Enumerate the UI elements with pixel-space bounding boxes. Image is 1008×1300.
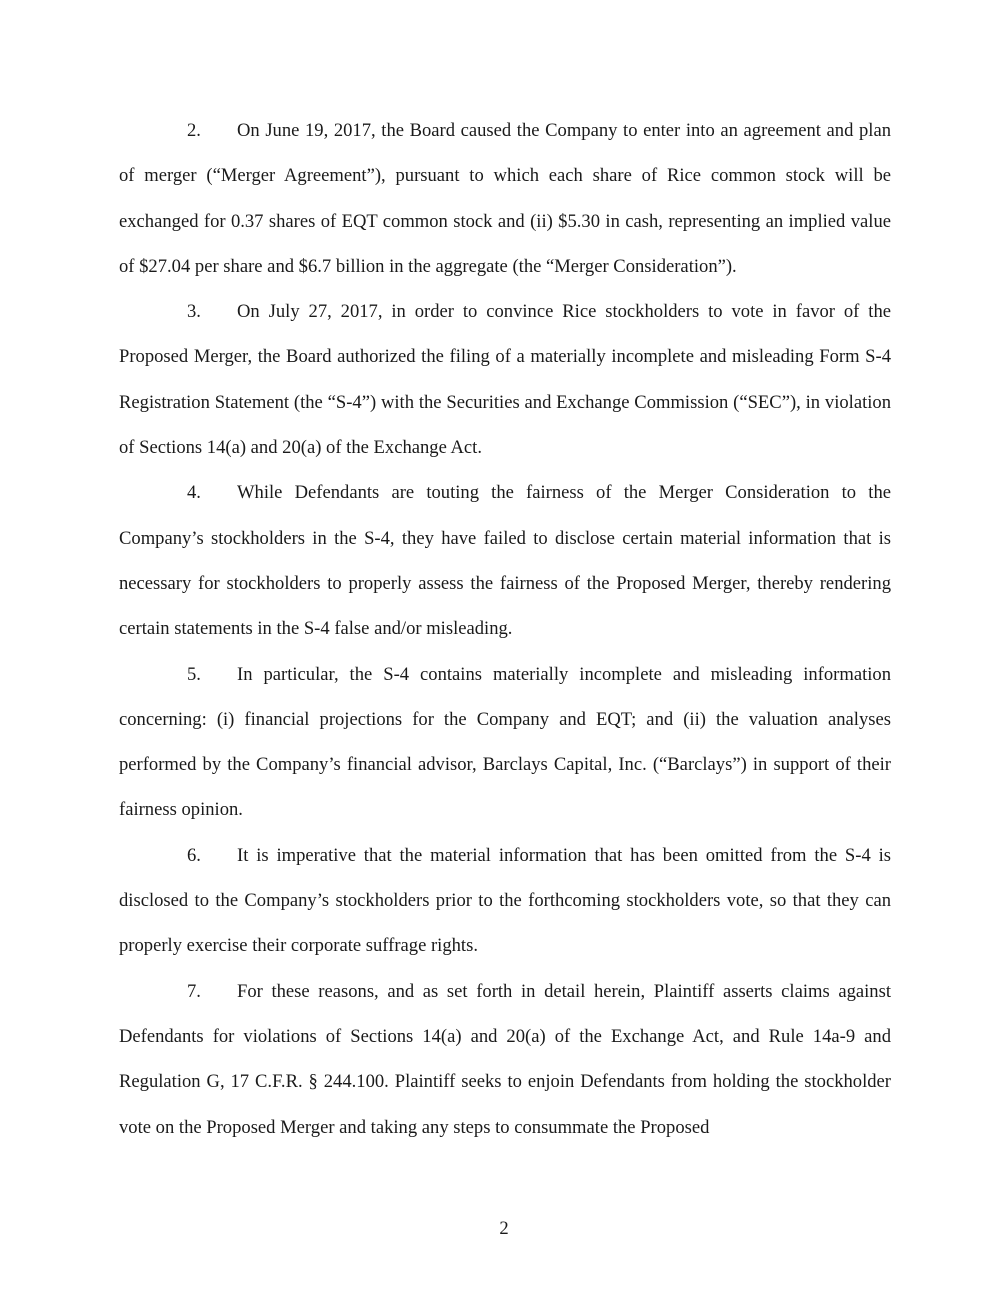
paragraph-number: 5. — [187, 663, 201, 685]
paragraph-7 — [119, 969, 891, 1150]
paragraph-2 — [119, 108, 891, 289]
page-number: 2 — [499, 1218, 509, 1239]
paragraph-text: In particular, the S-4 contains materially incomplete and misleading information concerning: (i) financial projections for the Company and EQT; and (ii) the valuation analyses performed by the Company’s financial advisor, Barclays Capital, Inc. (“Barclays”) in support of their fairness opinion. — [119, 663, 891, 821]
paragraph-text: On July 27, 2017, in order to convince Rice stockholders to vote in favor of the Proposed Merger, the Board authorized the filing of a materially incomplete and misleading Form S-4 Registration Statement (the “S-4”) with the Securities and Exchange Commission (“SEC”), in violation of Sections 14(a) and 20(a) of the Exchange Act. — [119, 301, 891, 459]
paragraph-4 — [119, 470, 891, 651]
paragraph-3 — [119, 289, 891, 470]
paragraph-6 — [119, 833, 891, 969]
paragraph-text: On June 19, 2017, the Board caused the Company to enter into an agreement and plan of merger (“Merger Agreement”), pursuant to which each share of Rice common stock will be exchanged for 0.37 shares of EQT common stock and (ii) $5.30 in cash, representing an implied value of $27.04 per share and $6.7 billion in the aggregate (the “Merger Consideration”). — [119, 120, 891, 277]
paragraph-number: 6. — [187, 844, 201, 866]
paragraph-number: 7. — [187, 980, 201, 1002]
paragraph-text: It is imperative that the material information that has been omitted from the S-4 is disclosed to the Company’s stockholders prior to the forthcoming stockholders vote, so that they can properly exercise their corporate suffrage rights. — [119, 844, 891, 957]
paragraph-number: 4. — [187, 482, 201, 504]
paragraph-number: 2. — [187, 120, 201, 141]
paragraph-5 — [119, 652, 891, 833]
paragraph-number: 3. — [187, 301, 201, 323]
paragraph-text: While Defendants are touting the fairness of the Merger Consideration to the Company’s stockholders in the S-4, they have failed to disclose certain material information that is necessary for stockholders to properly assess the fairness of the Proposed Merger, thereby rendering certain statements in the S-4 false and/or misleading. — [119, 482, 891, 640]
document-body — [119, 108, 891, 1150]
paragraph-text: For these reasons, and as set forth in detail herein, Plaintiff asserts claims against Defendants for violations of Sections 14(a) and 20(a) of the Exchange Act, and Rule 14a-9 and Regulation G, 17 C.F.R. § 244.100. Plaintiff seeks to enjoin Defendants from holding the stockholder vote on the Proposed Merger and taking any steps to consummate the Proposed — [119, 980, 891, 1138]
